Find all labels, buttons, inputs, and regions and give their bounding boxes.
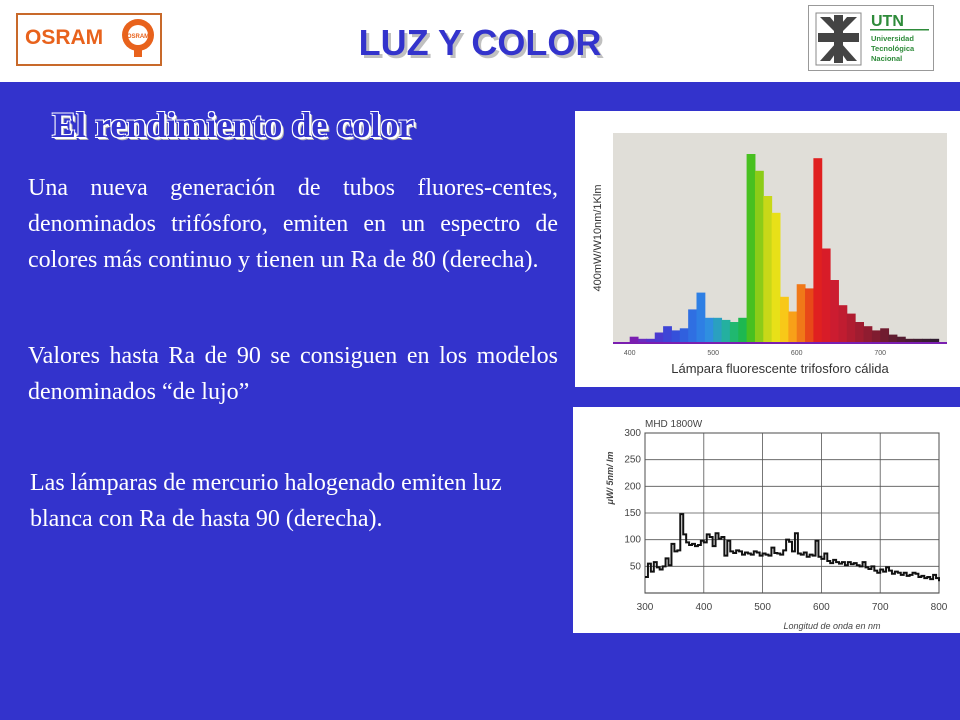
chart2-y-axis-label: μW/ 5nm/ lm bbox=[605, 451, 615, 505]
osram-logo-text: OSRAM bbox=[25, 26, 104, 49]
chart1-x-tick-label: 600 bbox=[790, 350, 803, 357]
chart2-title: MHD 1800W bbox=[645, 419, 703, 430]
chart2-x-tick-label: 500 bbox=[754, 602, 771, 613]
chart1-y-axis-label: 400mW/W10nm/1Klm bbox=[592, 184, 604, 292]
utn-l1-text: Universidad bbox=[871, 34, 914, 43]
chart1-bar bbox=[722, 320, 731, 343]
chart1-x-tick-label: 400 bbox=[623, 350, 636, 357]
chart2-x-tick-label: 300 bbox=[636, 602, 654, 613]
chart2-x-tick-label: 800 bbox=[930, 602, 948, 613]
chart2-y-tick-label: 150 bbox=[624, 508, 641, 519]
chart1-bar bbox=[755, 171, 764, 343]
chart1-bar bbox=[864, 326, 873, 343]
chart1-caption: Lámpara fluorescente trifosforo cálida bbox=[671, 361, 889, 376]
chart1-bar bbox=[813, 158, 822, 343]
chart1-bar bbox=[671, 330, 680, 343]
paragraph-de-lujo: Valores hasta Ra de 90 se consiguen en los modelos denominados “de lujo” bbox=[28, 343, 558, 405]
chart2-y-tick-label: 200 bbox=[624, 481, 641, 493]
trifosforo-spectrum-chart bbox=[575, 111, 960, 387]
chart2-x-tick-label: 700 bbox=[871, 602, 889, 613]
chart1-bar bbox=[847, 314, 856, 343]
chart1-bar bbox=[855, 322, 864, 343]
utn-abbr-text: UTN bbox=[871, 13, 904, 30]
chart2-x-tick-label: 400 bbox=[695, 602, 713, 613]
chart1-bar bbox=[780, 297, 789, 343]
chart1-bar bbox=[772, 213, 781, 343]
chart1-bar bbox=[763, 196, 772, 343]
chart2-y-tick-label: 50 bbox=[629, 561, 641, 573]
mhd-spectrum-chart bbox=[573, 407, 960, 633]
chart1-bar bbox=[655, 333, 664, 344]
chart1-bar bbox=[713, 318, 722, 343]
page-title: LUZ Y COLOR bbox=[358, 22, 602, 63]
chart2-y-tick-label: 300 bbox=[624, 428, 641, 439]
chart1-bar bbox=[797, 284, 806, 343]
utn-l3-text: Nacional bbox=[871, 54, 903, 63]
header-bar bbox=[0, 0, 960, 82]
chart1-bar bbox=[838, 305, 847, 343]
chart1-bar bbox=[872, 330, 881, 343]
osram-bulb-label: OSRAM bbox=[126, 34, 150, 40]
chart2-y-tick-label: 100 bbox=[624, 534, 641, 546]
utn-emblem-icon bbox=[809, 6, 933, 70]
chart1-bar bbox=[688, 309, 697, 343]
chart1-x-tick-label: 500 bbox=[707, 350, 720, 357]
trifosforo-spectrum-svg bbox=[575, 111, 960, 387]
chart1-x-tick-label: 700 bbox=[874, 350, 887, 357]
utn-l2-text: Tecnológica bbox=[871, 44, 915, 53]
paragraph-mercurio-halogenado: Las lámparas de mercurio halogenado emiten luz blanca con Ra de hasta 90 (derecha). bbox=[30, 470, 502, 532]
chart1-bar bbox=[705, 318, 714, 343]
chart2-y-tick-label: 250 bbox=[624, 454, 641, 466]
section-title: El rendimiento de color bbox=[52, 105, 415, 145]
chart1-bar bbox=[680, 328, 689, 343]
chart1-bar bbox=[830, 280, 839, 343]
chart1-bar bbox=[730, 322, 739, 343]
chart1-bar bbox=[880, 328, 889, 343]
chart1-bar bbox=[889, 335, 898, 343]
chart1-bar bbox=[805, 288, 814, 343]
paragraph-trifosforo: Una nueva generación de tubos fluores-centes, denominados trifósforo, emiten en un espectro de colores más continuo y tienen un Ra de 80 (derecha). bbox=[28, 175, 558, 273]
chart1-bar bbox=[663, 326, 672, 343]
mhd-spectrum-svg bbox=[573, 407, 960, 633]
utn-logo bbox=[808, 5, 934, 71]
chart1-bar bbox=[822, 249, 831, 344]
chart1-bar bbox=[738, 318, 747, 343]
chart1-bar bbox=[697, 293, 706, 343]
chart1-bar bbox=[788, 312, 797, 344]
chart2-x-axis-label: Longitud de onda en nm bbox=[783, 621, 881, 631]
chart1-bar bbox=[747, 154, 756, 343]
chart2-x-tick-label: 600 bbox=[813, 602, 830, 613]
